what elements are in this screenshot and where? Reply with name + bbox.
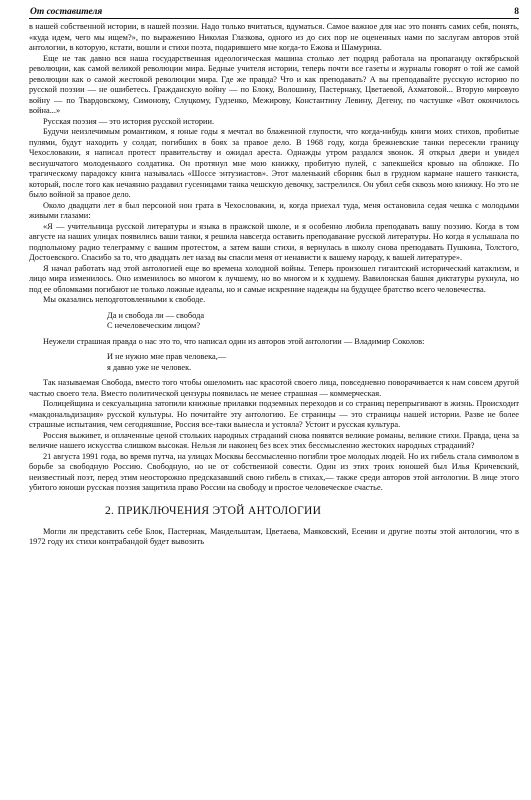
paragraph: Россия выживет, и оплаченные ценой стольких народных страданий снова появятся великие романы, великие стихи. Правда, цена за величие нашего искусства слишком высокая. Нельзя ли наконец без всех этих бессмысленно жестоких народных страданий? (29, 430, 519, 450)
paragraph: в нашей собственной истории, в нашей поэзии. Надо только вчитаться, вдуматься. Самое важное для нас это понять самих себя, понять, «куда идем, чего мы ищем?», по выражению Николая Глазкова, одного из до сих пор не оцененных нами по заслугам авторов этой антологии, в которую, кстати, вошли и стихи поэта, подарившего мне когда-то Ежова и Шамурина. (29, 22, 519, 52)
paragraph: Неужели страшная правда о нас это то, что написал один из авторов этой антологии — Владимир Соколов: (43, 336, 425, 346)
paragraph: Около двадцати лет я был персоной нон грата в Чехословакии, и, когда приехал туда, меня остановила седая чешка с молодыми живыми глазами: (29, 200, 519, 220)
section-heading: 2. ПРИКЛЮЧЕНИЯ ЭТОЙ АНТОЛОГИИ (105, 504, 322, 517)
verse-line: Да и свобода ли — свобода (107, 310, 205, 320)
running-head (29, 4, 519, 19)
verse-quote (107, 352, 519, 373)
verse-quote (107, 311, 519, 332)
paragraph: Так называемая Свобода, вместо того чтобы ошеломить нас красотой своего лица, повседневно поворачивается к нам совсем другой частью своего тела. Вместо политической цензуры появилась не менее страшная — коммерческая. (29, 378, 519, 398)
paragraph: Мы оказались неподготовленными к свободе. (43, 295, 206, 304)
paragraph: Я начал работать над этой антологией еще во времена холодной войны. Теперь произошел гигантский исторический катаклизм, и лицо мира изменилось. Оно изменилось во многом к лучшему, но во многом и к худшему. Вавилонская башня диктатуры рухнула, но под ее обломками погибают не только ложные идеалы, но и самые искренние надежды на будущее братство всего человечества. (29, 263, 519, 294)
paragraph: Полицейщина и сексуальщина затопили книжные прилавки подземных переходов и со страниц перепрыгивают в жизнь. Происходит «макдональдизация» русской культуры. Но почитайте эту антологию. Ее страницы — это страницы нашей истории. Разве не более страшные испытания, чем сегодняшние, Россия все-таки вынесла и устояла? Устоит и русская культура. (29, 399, 519, 429)
verse-line: И не нужно мне прав человека,— (107, 352, 227, 361)
verse-line: я давно уже не человек. (107, 362, 192, 372)
paragraph: 21 августа 1991 года, во время путча, на улицах Москвы бессмысленно погибли трое молодых людей. Но их гибель стала символом в борьбе за свободную Россию. Свободную, но не от собственной совести. Один из этих троих юношей был Илья Кричевский, неизвестный поэт, перед этим неосторожно предсказавший свою гибель в стихах,— также среди авторов этой антологии. В лице этого убитого юноши русская поэзия защитила право России на свободу и простое человеческое счастье. (29, 451, 519, 492)
paragraph: Будучи неизлечимым романтиком, я юные годы я мечтал во блаженной глупости, что когда-нибудь книги моих стихов, пробитые пулями, будут находить у солдат, погибших в боях за правое дело. В 1968 году, когда брежневские танки пересекли границу Чехословакии, я написал протест правительству и ожидал ареста. Однажды утром раздался звонок. Я открыл двери и увидел веснушчатого молоденького солдатика. Он протянул мне мою книжку, пробитую пулей, с запекшейся кровью на обложке. По трагическому парадоксу книга называлась «Шоссе энтузиастов». Этот маленький сборник был в грудном кармане нашего танкиста, который, после того как нечаянно раздавил гусеницами танка чешскую девочку, застрелился. Он убил себя сквозь мою книжку. Но это не было войной за правое дело. (29, 127, 520, 199)
verse-line: С нечеловеческим лицом? (107, 321, 201, 330)
body-text (29, 22, 519, 548)
paragraph: «Я — учительница русской литературы и языка в пражской школе, и я особенно любила преподавать вашу поэзию. Когда в том августе на наших улицах появились ваши танки, я решила навсегда оставить преподавание русской литературы. Но когда я услышала по подпольному радио телеграмму с вашим протестом, а затем ваши стихи, я вернулась в школу снова преподавать Пушкина, Толстого, Достоевского. Спасибо за то, что двадцать лет назад вы спасли меня от ненависти к вашему народу, к вашей литературе». (29, 221, 519, 262)
page-number: 8 (514, 7, 519, 17)
paragraph: Еще не так давно вся наша государственная идеологическая машина столько лет подряд работала на пропаганду октябрьской революции, как самой великой революции мира. Бедные учителя истории, теперь почти все газеты и журналы говорят о той же самой революции как о самой жестокой революции мира. Где же правда? Что и как преподавать? А вы преподавайте русскую историю по русской поэзии — не ошибетесь. Гражданскую войну — по Блоку, Волошину, Пастернаку, Цветаевой, Ахматовой... Вторую мировую войну — по Твардовскому, Симонову, Слуцкому, Гудзенко, Межирову, Константину Левину, Дегену, по частушке «Вот окончилось война...» (29, 53, 519, 115)
running-head-title: От составителя (30, 7, 103, 17)
paragraph: Могли ли представить себе Блок, Пастернак, Мандельштам, Цветаева, Маяковский, Есенин и другие поэты этой антологии, что в 1972 году их стихи контрабандой будет вывозить (29, 526, 519, 546)
paragraph: Русская поэзия — это история русской истории. (43, 116, 215, 126)
